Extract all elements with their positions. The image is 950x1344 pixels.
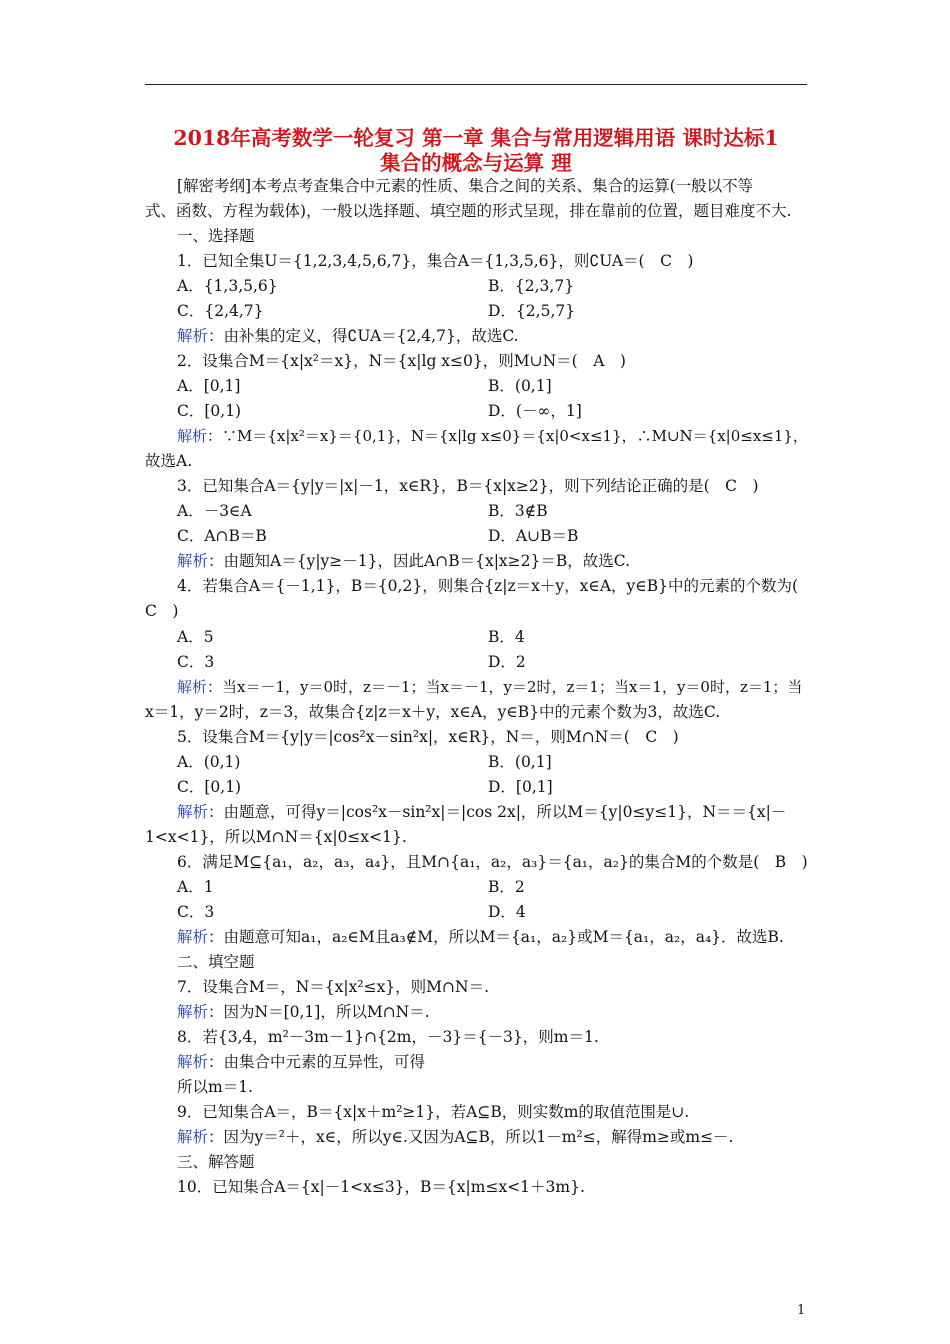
q1-option-a: A．{1,3,5,6} xyxy=(177,277,278,295)
q5-option-a: A．(0,1) xyxy=(177,753,241,771)
q4-option-a: A．5 xyxy=(177,628,214,646)
solution-label: 解析 xyxy=(177,803,209,821)
q4-stem-cont: C ) xyxy=(145,602,179,620)
intro-line-1: [解密考纲]本考点考查集合中元素的性质、集合之间的关系、集合的运算(一般以不等 xyxy=(177,177,754,195)
section-answer: 三、解答题 xyxy=(177,1153,255,1171)
q2-option-a: A．[0,1] xyxy=(177,377,241,395)
q7-stem: 7．设集合M＝，N＝{x|x²≤x}，则M∩N＝. xyxy=(177,978,490,996)
q6-option-d: D．4 xyxy=(488,903,526,921)
q1-solution: 解析：由补集的定义，得∁UA＝{2,4,7}，故选C. xyxy=(177,327,519,345)
q2-option-b: B．(0,1] xyxy=(488,377,552,395)
q4-option-d: D．2 xyxy=(488,653,526,671)
q3-option-a: A．－3∈A xyxy=(177,502,252,520)
q2-option-d: D．(－∞，1] xyxy=(488,402,582,420)
intro-line-2: 式、函数、方程为载体)，一般以选择题、填空题的形式呈现，排在靠前的位置，题目难度不大. xyxy=(145,202,792,220)
section-fill: 二、填空题 xyxy=(177,953,255,971)
q4-option-b: B．4 xyxy=(488,628,525,646)
q4-solution-cont: x＝1，y＝2时，z＝3，故集合{z|z＝x＋y，x∈A，y∈B}中的元素个数为3，故选C. xyxy=(145,703,721,721)
section-choice: 一、选择题 xyxy=(177,227,255,245)
solution-label: 解析 xyxy=(177,1128,209,1146)
q1-option-b: B．{2,3,7} xyxy=(488,277,575,295)
solution-label: 解析 xyxy=(177,427,208,445)
q3-option-d: D．A∪B＝B xyxy=(488,527,579,545)
header-rule xyxy=(145,84,807,85)
q5-solution: 解析：由题意，可得y＝|cos²x－sin²x|＝|cos 2x|，所以M＝{y|0≤y≤1}，N＝＝{x|－ xyxy=(177,803,787,821)
page-title: 2018年高考数学一轮复习 第一章 集合与常用逻辑用语 课时达标1 xyxy=(173,126,779,150)
q7-solution: 解析：因为N＝[0,1]，所以M∩N＝. xyxy=(177,1003,430,1021)
q3-solution: 解析：由题知A＝{y|y≥－1}，因此A∩B＝{x|x≥2}＝B，故选C. xyxy=(177,552,630,570)
q6-option-c: C．3 xyxy=(177,903,215,921)
q8-solution: 解析：由集合中元素的互异性，可得 xyxy=(177,1053,426,1071)
q5-option-b: B．(0,1] xyxy=(488,753,552,771)
q8-solution-cont: 所以m＝1. xyxy=(177,1078,253,1096)
q4-option-c: C．3 xyxy=(177,653,215,671)
q1-option-c: C．{2,4,7} xyxy=(177,302,264,320)
q5-solution-cont: 1<x<1}，所以M∩N＝{x|0≤x<1}. xyxy=(145,828,407,846)
q3-stem: 3．已知集合A＝{y|y＝|x|－1，x∈R}，B＝{x|x≥2}，则下列结论正确的是( C ) xyxy=(177,477,759,495)
q6-option-a: A．1 xyxy=(177,878,214,896)
q1-stem: 1．已知全集U＝{1,2,3,4,5,6,7}，集合A＝{1,3,5,6}，则∁UA＝( C ) xyxy=(177,252,694,270)
solution-label: 解析 xyxy=(177,1003,209,1021)
q3-option-c: C．A∩B＝B xyxy=(177,527,267,545)
page-subtitle: 集合的概念与运算 理 xyxy=(380,151,572,175)
q9-stem: 9．已知集合A＝，B＝{x|x＋m²≥1}，若A⊆B，则实数m的取值范围是∪. xyxy=(177,1103,690,1121)
page-number: 1 xyxy=(797,1303,806,1318)
q6-option-b: B．2 xyxy=(488,878,525,896)
q1-option-d: D．{2,5,7} xyxy=(488,302,576,320)
solution-label: 解析 xyxy=(177,678,208,696)
q5-option-d: D．[0,1] xyxy=(488,778,553,796)
q5-stem: 5．设集合M＝{y|y＝|cos²x－sin²x|，x∈R}，N＝，则M∩N＝( C ) xyxy=(177,728,679,746)
q3-option-b: B．3∉B xyxy=(488,502,548,520)
q8-stem: 8．若{3,4，m²－3m－1}∩{2m，－3}＝{－3}，则m＝1. xyxy=(177,1028,599,1046)
solution-label: 解析 xyxy=(177,1053,209,1071)
q4-solution: 解析：当x＝－1，y＝0时，z＝－1；当x＝－1，y＝2时，z＝1；当x＝1，y＝0时，z＝1；当 xyxy=(177,678,803,696)
q2-stem: 2．设集合M＝{x|x²＝x}，N＝{x|lg x≤0}，则M∪N＝( A ) xyxy=(177,352,626,370)
q6-stem: 6．满足M⊆{a₁，a₂，a₃，a₄}，且M∩{a₁，a₂，a₃}＝{a₁，a₂}的集合M的个数是( B ) xyxy=(177,853,808,871)
solution-label: 解析 xyxy=(177,327,209,345)
q5-option-c: C．[0,1) xyxy=(177,778,242,796)
q2-solution-cont: 故选A. xyxy=(145,452,193,470)
q10-stem: 10．已知集合A＝{x|－1<x≤3}，B＝{x|m≤x<1＋3m}. xyxy=(177,1178,585,1196)
q6-solution: 解析：由题意可知a₁，a₂∈M且a₃∉M，所以M＝{a₁，a₂}或M＝{a₁，a₂，a₄}．故选B. xyxy=(177,928,784,946)
q4-stem: 4．若集合A＝{－1,1}，B＝{0,2}，则集合{z|z＝x＋y，x∈A，y∈B}中的元素的个数为( xyxy=(177,577,799,595)
q2-option-c: C．[0,1) xyxy=(177,402,242,420)
q2-solution: 解析：∵M＝{x|x²＝x}＝{0,1}，N＝{x|lg x≤0}＝{x|0<x≤1}，∴M∪N＝{x|0≤x≤1}， xyxy=(177,427,808,445)
solution-label: 解析 xyxy=(177,552,209,570)
solution-label: 解析 xyxy=(177,928,209,946)
q9-solution: 解析：因为y＝²＋，x∈，所以y∈.又因为A⊆B，所以1－m²≤，解得m≥或m≤－. xyxy=(177,1128,734,1146)
